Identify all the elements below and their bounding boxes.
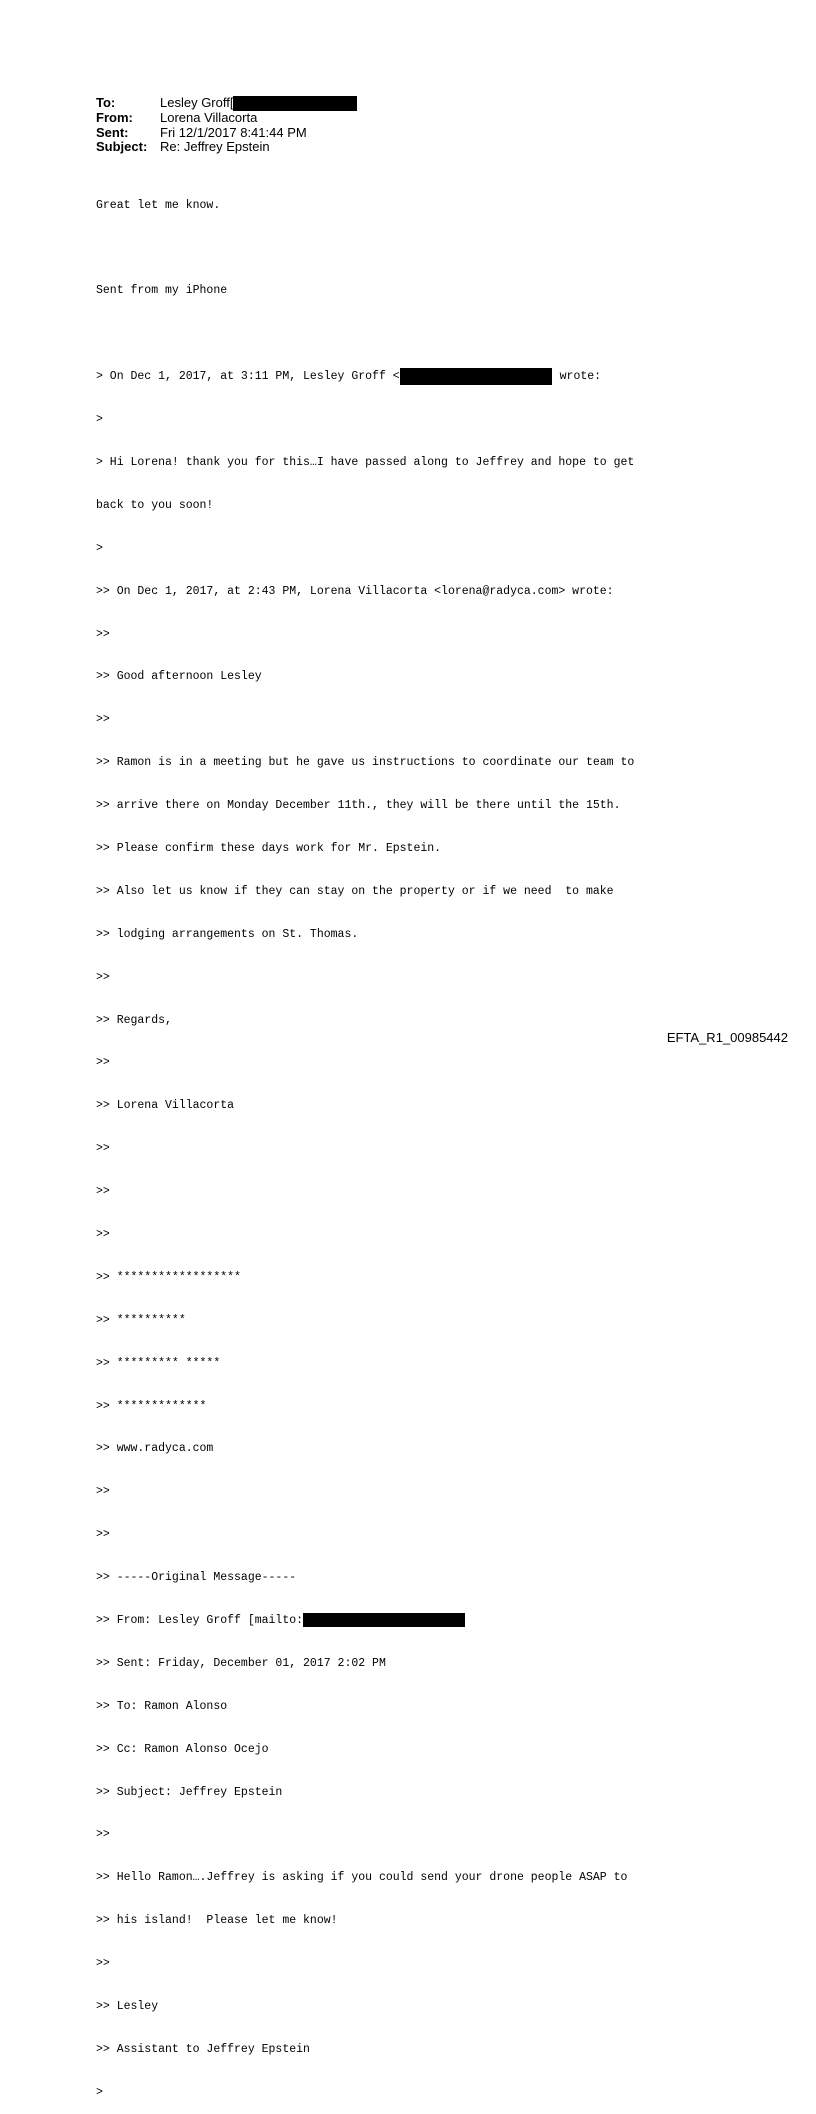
to-label: To: — [96, 95, 116, 110]
sent-label: Sent: — [96, 124, 129, 140]
email-body — [96, 170, 796, 2114]
body-line: >> Sent: Friday, December 01, 2017 2:02 PM — [96, 1656, 386, 1670]
body-line: >> — [96, 1528, 110, 1542]
from-row — [96, 111, 357, 126]
body-line: Sent from my iPhone — [96, 284, 228, 298]
body-line: >> — [96, 1828, 110, 1842]
body-line: >> Please confirm these days work for Mr. Epstein. — [96, 841, 442, 855]
body-line: >> — [96, 627, 110, 641]
body-line: >> — [96, 1957, 110, 1971]
body-line: >> — [96, 1485, 110, 1499]
body-line: > — [96, 413, 103, 427]
body-line: >> — [96, 713, 110, 727]
body-line — [96, 327, 796, 341]
to-row — [96, 96, 357, 111]
body-line: >> arrive there on Monday December 11th., they will be there until the 15th. — [96, 799, 621, 813]
body-line: >> lodging arrangements on St. Thomas. — [96, 927, 359, 941]
body-line: >> ********* ***** — [96, 1356, 221, 1370]
body-line — [96, 241, 796, 255]
body-line: > — [96, 2085, 103, 2099]
subject-label: Subject: — [96, 139, 148, 154]
body-line: > Hi Lorena! thank you for this…I have passed along to Jeffrey and hope to get — [96, 455, 635, 469]
body-line: >> Regards, — [96, 1013, 172, 1027]
body-line: >> www.radyca.com — [96, 1442, 214, 1456]
from-label: From: — [96, 110, 133, 125]
original-from-text: >> From: Lesley Groff [mailto: — [96, 1613, 304, 1627]
sent-value: Fri 12/1/2017 8:41:44 PM — [160, 124, 307, 140]
email-header — [96, 96, 357, 155]
body-line: back to you soon! — [96, 498, 214, 512]
body-line: >> To: Ramon Alonso — [96, 1699, 228, 1713]
body-line: >> Assistant to Jeffrey Epstein — [96, 2042, 310, 2056]
body-line: >> ************* — [96, 1399, 207, 1413]
body-line: >> ****************** — [96, 1270, 241, 1284]
body-line: >> Hello Ramon….Jeffrey is asking if you could send your drone people ASAP to — [96, 1871, 628, 1885]
to-name: Lesley Groff[ — [160, 95, 234, 110]
from-value: Lorena Villacorta — [160, 110, 258, 125]
quoted-header-line — [96, 370, 796, 384]
body-line: >> — [96, 1056, 110, 1070]
body-line: >> — [96, 1185, 110, 1199]
body-line: >> Lorena Villacorta — [96, 1099, 235, 1113]
body-line: >> -----Original Message----- — [96, 1571, 297, 1585]
body-line: >> Good afternoon Lesley — [96, 670, 262, 684]
redaction-block — [233, 96, 357, 111]
body-line: >> — [96, 1142, 110, 1156]
wrote-text: wrote: — [559, 370, 602, 384]
body-line: >> — [96, 970, 110, 984]
sent-row — [96, 126, 357, 141]
body-line: >> his island! Please let me know! — [96, 1914, 338, 1928]
body-line: Great let me know. — [96, 198, 221, 212]
document-id: EFTA_R1_00985442 — [666, 1030, 788, 1045]
to-value — [160, 96, 357, 111]
original-from-line — [96, 1614, 796, 1628]
body-line: >> Cc: Ramon Alonso Ocejo — [96, 1742, 269, 1756]
body-line: >> Ramon is in a meeting but he gave us instructions to coordinate our team to — [96, 756, 635, 770]
subject-row — [96, 140, 357, 155]
body-line: >> Subject: Jeffrey Epstein — [96, 1785, 283, 1799]
subject-value: Re: Jeffrey Epstein — [160, 139, 270, 154]
body-line: > — [96, 541, 103, 555]
body-line: >> On Dec 1, 2017, at 2:43 PM, Lorena Villacorta <lorena@radyca.com> wrote: — [96, 584, 614, 598]
body-line: >> Also let us know if they can stay on the property or if we need to make — [96, 884, 614, 898]
redaction-block — [400, 368, 552, 385]
redaction-block — [303, 1613, 465, 1627]
quoted-header-text: > On Dec 1, 2017, at 3:11 PM, Lesley Groff < — [96, 370, 400, 384]
body-line: >> ********** — [96, 1313, 186, 1327]
body-line: >> — [96, 1227, 110, 1241]
body-line: >> Lesley — [96, 2000, 159, 2013]
